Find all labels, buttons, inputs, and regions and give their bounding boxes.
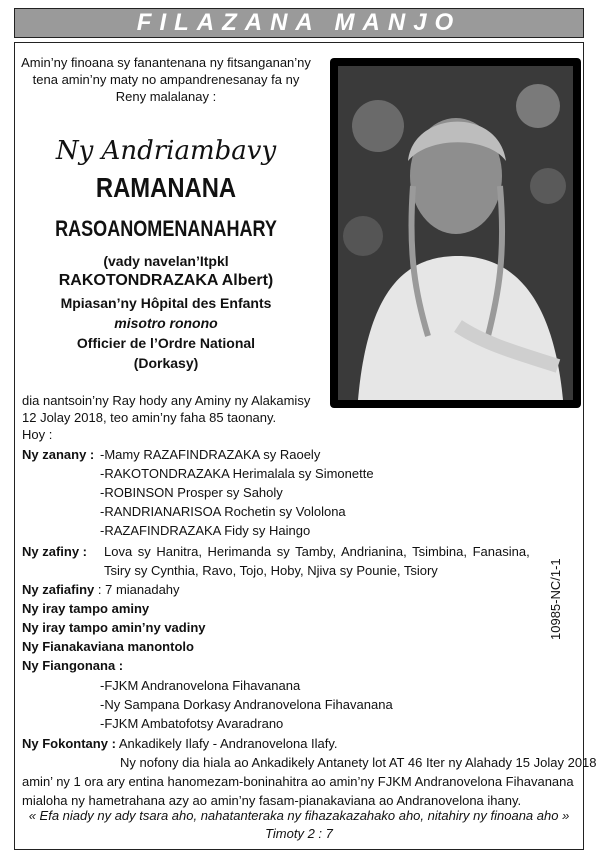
spouse-line: (vady navelan’Itpkl — [103, 253, 229, 269]
child-item: -Mamy RAZAFINDRAZAKA sy Raoely — [100, 447, 321, 462]
intro-line-2: tena amin’ny maty no ampandrenesanay fa ny — [32, 72, 300, 87]
family-line: Ny Fianakaviana manontolo — [22, 639, 194, 654]
fokontany-label: Ny Fokontany : — [22, 736, 116, 751]
funeral-line-2: amin’ ny 1 ora ary entina hanomezam-boninahitra ao amin’ny FJKM Andranovelona Fihavanana — [22, 774, 574, 789]
intro-line-1: Amin’ny finoana sy fanantenana ny fitsanganan’ny — [21, 55, 311, 70]
church-item: -FJKM Ambatofotsy Avaradrano — [100, 716, 284, 731]
intro-line-3: Reny malalanay : — [115, 89, 217, 104]
grandchildren-line-1: Lova sy Hanitra, Herimanda sy Tamby, Andrianina, Tsimbina, Fanasina, — [104, 544, 530, 559]
deceased-title: Ny Andriambavy — [55, 136, 277, 166]
great-grandchildren-label: Ny zafiafiny — [22, 582, 95, 597]
fokontany-row — [22, 735, 338, 752]
child-item: -RAKOTONDRAZAKA Herimalala sy Simonette — [100, 466, 374, 481]
great-grandchildren-row — [22, 581, 180, 598]
portrait-image — [338, 66, 573, 400]
deceased-name-2: RASOANOMENANAHARY — [55, 216, 277, 241]
family-line: Ny iray tampo aminy — [22, 601, 150, 616]
header-banner — [14, 8, 584, 38]
grandchildren-label: Ny zafiny : — [22, 544, 88, 559]
death-line-2: 12 Jolay 2018, teo amin’ny faha 85 taonany. — [22, 410, 277, 425]
deceased-honor-2: (Dorkasy) — [133, 355, 199, 371]
funeral-line-1: Ny nofony dia hiala ao Ankadikely Antanety lot AT 46 Iter ny Alahady 15 Jolay 2018 — [120, 755, 597, 770]
family-line: Ny Fiangonana : — [22, 658, 124, 673]
child-item: -ROBINSON Prosper sy Saholy — [100, 485, 283, 500]
deceased-honor: Officier de l’Ordre National — [76, 335, 256, 351]
death-line-3: Hoy : — [22, 427, 53, 442]
family-line: Ny iray tampo amin’ny vadiny — [22, 620, 206, 635]
deceased-role: Mpiasan’ny Hôpital des Enfants — [60, 295, 272, 311]
death-line-1: dia nantsoin’ny Ray hody any Aminy ny Alakamisy — [22, 393, 311, 408]
funeral-line-3: mialoha ny hametrahana azy ao amin’ny fasam-pianakaviana ao Andranovelona ihany. — [22, 793, 522, 808]
bible-verse: Timoty 2 : 7 — [265, 826, 333, 841]
deceased-status: misotro ronono — [114, 315, 218, 331]
spouse-name: RAKOTONDRAZAKA Albert) — [58, 272, 274, 289]
church-item: -Ny Sampana Dorkasy Andranovelona Fihavanana — [100, 697, 393, 712]
child-item: -RAZAFINDRAZAKA Fidy sy Haingo — [100, 523, 311, 538]
children-label: Ny zanany : — [22, 447, 95, 462]
reference-code: 10985-NC/1-1 — [548, 558, 563, 640]
portrait-photo — [330, 58, 581, 408]
grandchildren-line-2: Tsiry sy Cynthia, Ravo, Tojo, Hoby, Njiva sy Pounie, Tsiory — [104, 563, 438, 578]
fokontany-value: Ankadikely Ilafy - Andranovelona Ilafy. — [118, 736, 338, 751]
deceased-name-1: RAMANANA — [95, 172, 237, 203]
intro-text — [16, 54, 316, 105]
child-item: -RANDRIANARISOA Rochetin sy Vololona — [100, 504, 346, 519]
header-title: FILAZANA MANJO — [136, 9, 462, 36]
bible-quote: « Efa niady ny ady tsara aho, nahatanteraka ny fihazakazahako aho, nitahiry ny finoana aho » — [28, 808, 570, 823]
great-grandchildren-value: : 7 mianadahy — [97, 582, 180, 597]
church-item: -FJKM Andranovelona Fihavanana — [100, 678, 301, 693]
death-announcement — [22, 392, 332, 443]
